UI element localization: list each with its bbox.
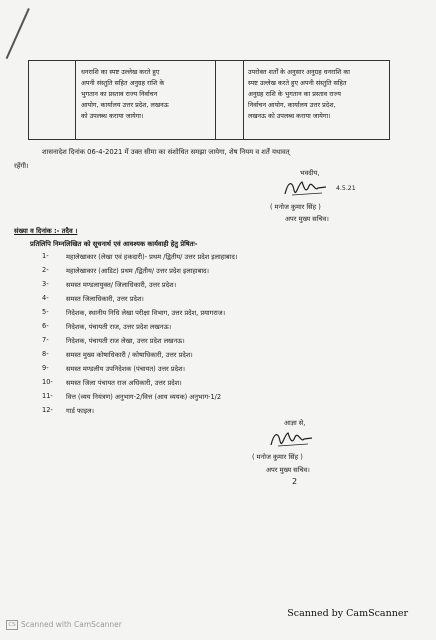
- list-item-text: महालेखाकार (आडिट) प्रथम /द्वितीय/ उत्तर प्रदेश इलाहाबाद।: [66, 267, 210, 275]
- signatory-name: ( मनोज कुमार सिंह ): [252, 453, 303, 461]
- table-text-line: निर्वाचन आयोग, कार्यालय उत्तर प्रदेश,: [248, 101, 336, 109]
- table-text-line: भुगतान का प्रस्ताव राज्य निर्वाचन: [81, 90, 158, 98]
- list-item: [42, 294, 144, 303]
- list-item: [42, 350, 193, 359]
- table-divider: [243, 61, 244, 139]
- list-item-text: समस्त जिलाधिकारी, उत्तर प्रदेश।: [66, 295, 144, 303]
- list-item: [42, 322, 172, 331]
- list-item: [42, 266, 210, 275]
- list-item-text: समस्त मुख्य कोषाधिकारी / कोषाधिकारी, उत्तर प्रदेश।: [66, 351, 193, 359]
- signatory-designation: अपर मुख्य सचिव।: [285, 215, 329, 223]
- list-item-number: 2-: [42, 266, 49, 274]
- list-item-number: 4-: [42, 294, 49, 302]
- reference-number: संख्या व दिनांक :- तदैव ।: [14, 227, 78, 235]
- signatory-name: ( मनोज कुमार सिंह ): [270, 203, 321, 211]
- list-item: [42, 392, 222, 401]
- list-item: [42, 378, 182, 387]
- list-item-number: 3-: [42, 280, 49, 288]
- list-item-text: समस्त जिला पंचायत राज अधिकारी, उत्तर प्रदेश।: [66, 379, 182, 387]
- list-item-text: समस्त मण्डलीय उपनिदेशक (पंचायत) उत्तर प्रदेश।: [66, 365, 186, 373]
- table-cell-left: [81, 67, 169, 122]
- table-text-line: स्पष्ट उल्लेख करते हुए अपनी संस्तुति सहित: [248, 79, 347, 87]
- conditions-table: [28, 60, 390, 140]
- list-item-number: 1-: [42, 252, 49, 260]
- list-item-text: महालेखाकार (लेखा एवं हकदारी)- प्रथम /द्वितीय/ उत्तर प्रदेश इलाहाबाद।: [66, 253, 238, 261]
- by-order-line: आज्ञा से,: [284, 419, 306, 427]
- page-mark: 2: [292, 477, 298, 486]
- list-item-text: वित्त (व्यय नियंत्रण) अनुभाग-2/वित्त (आय व्ययक) अनुभाग-1/2: [66, 393, 222, 401]
- table-text-line: आयोग, कार्यालय उत्तर प्रदेश, लखनऊ: [81, 101, 169, 109]
- list-item: [42, 336, 185, 345]
- body-text-line: रहेंगी।: [14, 162, 29, 170]
- signatory-designation: अपर मुख्य सचिव।: [266, 466, 310, 474]
- body-text-line: शासनादेश दिनांक 06-4-2021 में उक्त सीमा का संशोधित समझा जायेगा, शेष नियम व शर्तें यथावत्: [42, 148, 290, 156]
- list-item-text: निदेशक, स्थानीय निधि लेखा परीक्षा विभाग, उत्तर प्रदेश, प्रयागराज।: [66, 309, 226, 317]
- signature-date: 4.5.21: [336, 185, 356, 192]
- list-item-number: 8-: [42, 350, 49, 358]
- list-item-number: 5-: [42, 308, 49, 316]
- scanned-by-footer: Scanned by CamScanner: [287, 608, 408, 619]
- table-divider: [215, 61, 216, 139]
- list-item-number: 12-: [42, 406, 53, 414]
- list-item: [42, 280, 177, 289]
- camscanner-watermark: [6, 620, 122, 630]
- list-item-number: 9-: [42, 364, 49, 372]
- camscanner-icon: CS: [6, 620, 18, 630]
- list-item: [42, 364, 186, 373]
- table-divider: [75, 61, 76, 139]
- watermark-text: Scanned with CamScanner: [21, 620, 122, 629]
- list-item-number: 11-: [42, 392, 53, 400]
- list-item-text: निदेशक, पंचायती राज लेखा, उत्तर प्रदेश लखनऊ।: [66, 337, 185, 345]
- table-text-line: धनराशि का स्पष्ट उल्लेख करते हुए: [81, 68, 160, 76]
- list-item: [42, 308, 226, 317]
- list-item-text: समस्त मण्डलायुक्त/ जिलाधिकारी, उत्तर प्रदेश।: [66, 281, 177, 289]
- table-text-line: अनुग्रह राशि के भुगतान का प्रस्ताव राज्य: [248, 90, 341, 98]
- list-item-number: 6-: [42, 322, 49, 330]
- margin-stroke: [6, 8, 30, 59]
- table-cell-right: [248, 67, 350, 122]
- list-item: [42, 406, 95, 415]
- list-item-text: गार्ड फाइल।: [66, 407, 95, 415]
- table-text-line: को उपलब्ध कराया जायेगा।: [81, 112, 144, 120]
- list-item: [42, 252, 238, 261]
- list-item-text: निदेशक, पंचायती राज, उत्तर प्रदेश लखनऊ।: [66, 323, 172, 331]
- salutation: भवदीय,: [300, 169, 320, 177]
- table-text-line: उपरोक्त शर्तों के अनुसार अनुग्रह धनराशि का: [248, 68, 350, 76]
- table-text-line: अपनी संस्तुति सहित अनुग्रह राशि के: [81, 79, 165, 87]
- signature-image: [268, 427, 328, 453]
- table-text-line: लखनऊ को उपलब्ध कराया जायेगा।: [248, 112, 331, 120]
- copy-intro: प्रतिलिपि निम्नलिखित को सूचनार्थ एवं आवश्यक कार्यवाही हेतु प्रेषितः-: [30, 240, 198, 248]
- list-item-number: 7-: [42, 336, 49, 344]
- signature-image: [282, 176, 342, 202]
- list-item-number: 10-: [42, 378, 53, 386]
